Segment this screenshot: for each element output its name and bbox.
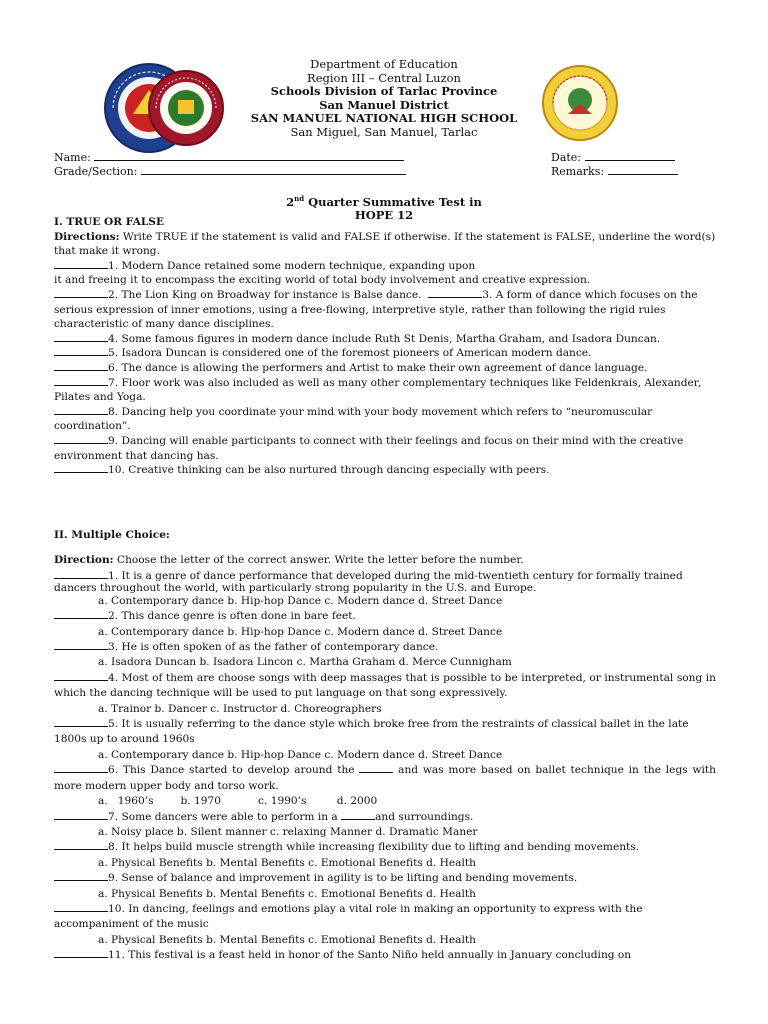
answer-blank[interactable] xyxy=(54,376,108,386)
answer-blank[interactable] xyxy=(54,948,108,958)
options: a. Trainor b. Dancer c. Instructor d. Choreographers xyxy=(98,702,382,715)
header-line: Region III – Central Luzon xyxy=(307,70,461,85)
directions: Directions: Write TRUE if the statement is valid and FALSE if otherwise. If the statement is FALSE, underline the word(s) that make it wrong. xyxy=(54,230,716,258)
question: 6. This Dance started to develop around the and was more based on ballet technique in the legs with more modern upper body and torso work. xyxy=(54,764,716,792)
remarks-label: Remarks: xyxy=(551,165,605,178)
answer-blank[interactable] xyxy=(54,810,108,820)
list-item: 7. Floor work was also included as well as many other complementary techniques like Feldenkrais, Alexander, Pilates and Yoga. xyxy=(54,376,702,404)
section-heading: I. TRUE OR FALSE xyxy=(54,216,165,228)
question: 9. Sense of balance and improvement in agility is to be lifting and bending movements. xyxy=(54,871,716,886)
list-item: 4. Some famous figures in modern dance include Ruth St Denis, Martha Graham, and Isadora Duncan. xyxy=(54,332,716,347)
answer-blank[interactable] xyxy=(54,671,108,681)
subject-title: HOPE 12 xyxy=(354,207,414,222)
question: 7. Some dancers were able to perform in a and surroundings. xyxy=(54,810,716,825)
answer-blank[interactable] xyxy=(54,717,108,727)
answer-blank[interactable] xyxy=(54,569,108,579)
answer-blank[interactable] xyxy=(54,871,108,881)
answer-blank[interactable] xyxy=(54,609,108,619)
section-heading: II. Multiple Choice: xyxy=(54,529,170,541)
answer-blank[interactable] xyxy=(54,405,108,415)
options: a. Physical Benefits b. Mental Benefits c. Emotional Benefits d. Health xyxy=(98,856,476,869)
list-item: 9. Dancing will enable participants to connect with their feelings and focus on their mind with the creative environment that dancing has. xyxy=(54,434,684,462)
question: 2. This dance genre is often done in bare feet. xyxy=(54,609,716,624)
part-true-false xyxy=(54,215,716,478)
answer-blank[interactable] xyxy=(54,434,108,444)
header-line: SAN MANUEL NATIONAL HIGH SCHOOL xyxy=(250,111,518,125)
letterhead xyxy=(0,58,768,139)
answer-blank[interactable] xyxy=(54,763,108,773)
date-blank[interactable] xyxy=(585,151,675,161)
list-item-cont: it and freeing it to encompass the exciting world of total body involvement and creative expression. xyxy=(54,274,591,287)
answer-blank[interactable] xyxy=(54,288,108,298)
options: a. Contemporary dance b. Hip-hop Dance c. Modern dance d. Street Dance xyxy=(98,748,503,761)
list-item: 8. Dancing help you coordinate your mind with your body movement which refers to “neuromuscular coordination”. xyxy=(54,405,653,433)
part-multiple-choice xyxy=(54,528,716,964)
grade-section-blank[interactable] xyxy=(141,165,406,175)
header-line: San Manuel District xyxy=(319,97,449,112)
fill-blank[interactable] xyxy=(341,810,375,820)
answer-blank[interactable] xyxy=(54,640,108,650)
list-item: 2. The Lion King on Broadway for instance is Balse dance. 3. A form of dance which focuses on the serious expression of inner emotions, using a free-flowing, interpretive style, rather than following the rigid rules characteristic of many dance disciplines. xyxy=(54,288,698,331)
answer-blank[interactable] xyxy=(54,902,108,912)
question: 8. It helps build muscle strength while increasing flexibility due to lifting and bending movements. xyxy=(54,840,716,855)
question: 11. This festival is a feast held in honor of the Santo Niño held annually in January concluding on xyxy=(54,948,716,963)
header-line: Department of Education xyxy=(310,57,458,71)
remarks-blank[interactable] xyxy=(608,165,678,175)
question: 10. In dancing, feelings and emotions play a vital role in making an opportunity to express with the accompaniment of the music xyxy=(54,902,643,931)
options: a. Contemporary dance b. Hip-hop Dance c. Modern dance d. Street Dance xyxy=(98,594,503,607)
name-blank[interactable] xyxy=(94,151,404,161)
date-field[interactable] xyxy=(551,151,675,164)
header-line: Schools Division of Tarlac Province xyxy=(270,84,498,98)
options: a. Physical Benefits b. Mental Benefits c. Emotional Benefits d. Health xyxy=(98,933,476,946)
fill-blank[interactable] xyxy=(359,763,393,773)
list-item: 1. Modern Dance retained some modern technique, expanding upon xyxy=(54,259,716,274)
answer-blank[interactable] xyxy=(54,840,108,850)
answer-blank[interactable] xyxy=(54,259,108,269)
date-label: Date: xyxy=(551,151,582,164)
grade-section-field[interactable] xyxy=(54,165,406,178)
answer-blank[interactable] xyxy=(54,346,108,356)
question: 1. It is a genre of dance performance that developed during the mid-twentieth century for formally trained dancers throughout the world, with particularly strong popularity in the U.S. and Europe. xyxy=(54,569,683,594)
list-item: 5. Isadora Duncan is considered one of the foremost pioneers of American modern dance. xyxy=(54,346,716,361)
options: a. Noisy place b. Silent manner c. relaxing Manner d. Dramatic Maner xyxy=(98,825,478,838)
name-label: Name: xyxy=(54,151,91,164)
options: a. Isadora Duncan b. Isadora Lincon c. Martha Graham d. Merce Cunnigham xyxy=(98,656,512,669)
header-line: San Miguel, San Manuel, Tarlac xyxy=(290,124,478,139)
options: a. Physical Benefits b. Mental Benefits c. Emotional Benefits d. Health xyxy=(98,887,476,900)
list-item: 10. Creative thinking can be also nurtured through dancing especially with peers. xyxy=(54,463,716,478)
question: 5. It is usually referring to the dance style which broke free from the restraints of classical ballet in the late 1800s up to around 1960s xyxy=(54,718,689,746)
directions: Direction: Choose the letter of the correct answer. Write the letter before the number. xyxy=(54,554,524,567)
options: a. Contemporary dance b. Hip-hop Dance c. Modern dance d. Street Dance xyxy=(98,625,503,638)
answer-blank[interactable] xyxy=(54,332,108,342)
grade-section-label: Grade/Section: xyxy=(54,165,138,178)
list-item: 6. The dance is allowing the performers and Artist to make their own agreement of dance language. xyxy=(54,361,716,376)
answer-blank[interactable] xyxy=(428,288,482,298)
question: 4. Most of them are choose songs with deep massages that is possible to be interpreted, or instrumental song in which the dancing technique will be used to put language on that song expressively. xyxy=(54,671,716,700)
answer-blank[interactable] xyxy=(54,463,108,473)
options: a. 1960’s b. 1970 c. 1990’s d. 2000 xyxy=(98,795,378,808)
answer-blank[interactable] xyxy=(54,361,108,371)
name-field[interactable] xyxy=(54,151,404,164)
question: 3. He is often spoken of as the father of contemporary dance. xyxy=(54,640,716,655)
remarks-field[interactable] xyxy=(551,165,678,178)
test-title: 2nd Quarter Summative Test in HOPE 12 xyxy=(0,192,768,222)
